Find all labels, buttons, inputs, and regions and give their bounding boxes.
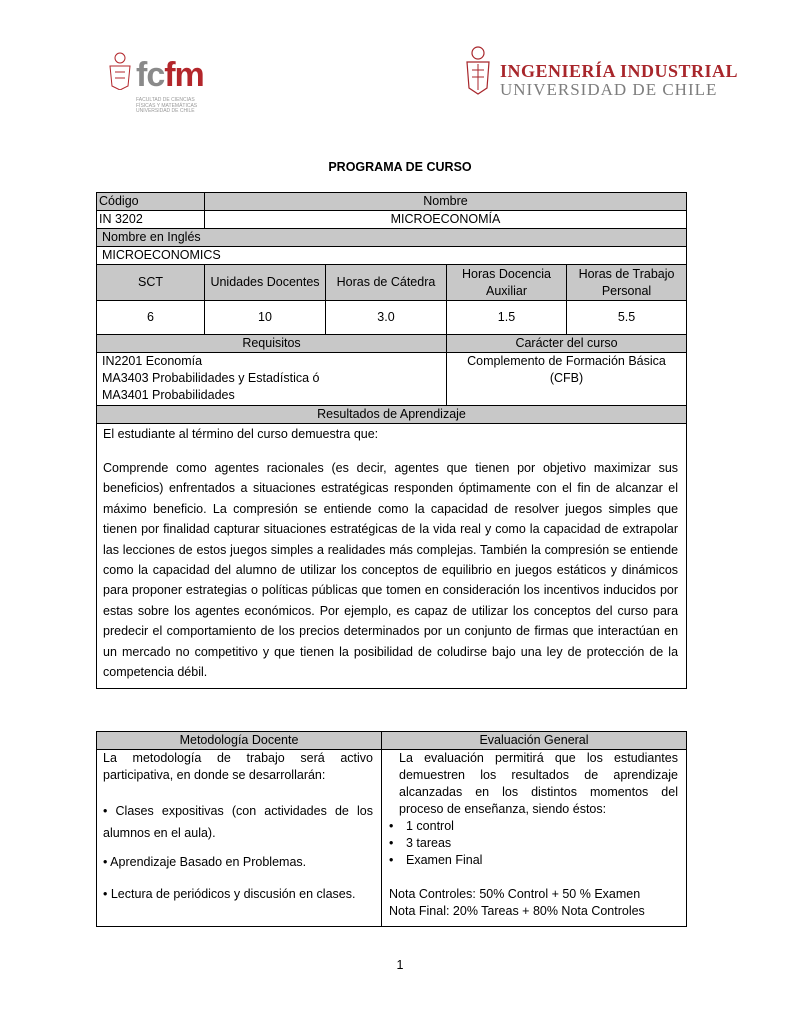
units-value-personal: 5.5 bbox=[567, 301, 687, 335]
units-header-docentes: Unidades Docentes bbox=[205, 265, 326, 301]
method-content bbox=[97, 750, 382, 927]
methodology-table bbox=[96, 731, 687, 927]
course-table bbox=[96, 192, 687, 689]
requirements-label: Requisitos bbox=[97, 335, 447, 353]
page-number: 1 bbox=[396, 958, 404, 972]
method-item: • Clases expositivas (con actividades de los alumnos en el aula). bbox=[103, 804, 373, 840]
evaluation-item: • 1 control bbox=[389, 818, 678, 835]
units-header-catedra: Horas de Cátedra bbox=[326, 265, 447, 301]
units-header-auxiliar: Horas Docencia Auxiliar bbox=[447, 265, 567, 301]
english-name-label: Nombre en Inglés bbox=[97, 229, 687, 247]
requirement-item: MA3401 Probabilidades bbox=[102, 388, 235, 402]
units-value-auxiliar: 1.5 bbox=[447, 301, 567, 335]
code-label: Código bbox=[97, 193, 205, 211]
learning-results bbox=[97, 424, 687, 689]
logo-line-1: INGENIERÍA INDUSTRIAL bbox=[500, 61, 739, 81]
evaluation-content bbox=[382, 750, 687, 927]
units-header-personal: Horas de Trabajo Personal bbox=[567, 265, 687, 301]
name-label: Nombre bbox=[205, 193, 687, 211]
results-body: Comprende como agentes racionales (es decir, agentes que tienen por objetivo maximizar sus beneficios) enfrentados a situaciones estratégicas responden óptimamente con el fin de alcanzar el máximo beneficio. La compresión se entiende como la capacidad de resolver juegos simples que tienen por finalidad capturar situaciones estratégicas de la vida real y como la capacidad de extrapolar las lecciones de estos juegos simples a realidades más complejas. También la compresión se entiende como la capacidad del alumno de utilizar los conceptos de equilibrio en juegos estáticos y dinámicos para proponer estrategias o políticas públicas que tomen en consideración los incentivos inducidos por estas sobre los agentes económicos. Por ejemplo, es capaz de utilizar los conceptos del curso para predecir el comportamiento de los precios determinados por un conjunto de firmas que interactúan en un mercado no competitivo y que tienen la posibilidad de coludirse bajo una ley de protección de la competencia débil. bbox=[103, 461, 679, 680]
character-label: Carácter del curso bbox=[447, 335, 687, 353]
english-name: MICROECONOMICS bbox=[97, 247, 687, 265]
method-item: • Aprendizaje Basado en Problemas. bbox=[103, 855, 307, 869]
evaluation-intro: La evaluación permitirá que los estudiantes demuestren los resultados de aprendizaje alcanzadas en los distintos momentos del proceso de enseñanza, siendo éstos: bbox=[399, 751, 678, 816]
results-label: Resultados de Aprendizaje bbox=[97, 406, 687, 424]
evaluation-list bbox=[389, 818, 678, 869]
requirements-list bbox=[97, 353, 447, 406]
evaluation-note-1: Nota Controles: 50% Control + 50 % Examen bbox=[389, 887, 641, 901]
fcfm-logo-subtitle: FACULTAD DE CIENCIAS FÍSICAS Y MATEMÁTICAS UNIVERSIDAD DE CHILE bbox=[136, 97, 198, 114]
requirement-item: MA3403 Probabilidades y Estadística ó bbox=[102, 371, 320, 385]
units-value-catedra: 3.0 bbox=[326, 301, 447, 335]
evaluation-label: Evaluación General bbox=[382, 732, 687, 750]
units-value-sct: 6 bbox=[97, 301, 205, 335]
requirement-item: IN2201 Economía bbox=[102, 354, 203, 368]
university-seal-icon bbox=[106, 50, 136, 90]
fcfm-logo: fcfm FACULTAD DE CIENCIAS FÍSICAS Y MATEMÁTICAS UNIVERSIDAD DE CHILE bbox=[106, 44, 206, 116]
course-code: IN 3202 bbox=[97, 211, 205, 229]
results-intro: El estudiante al término del curso demuestra que: bbox=[103, 427, 379, 441]
evaluation-item: • Examen Final bbox=[389, 852, 678, 869]
method-label: Metodología Docente bbox=[97, 732, 382, 750]
document-title: PROGRAMA DE CURSO bbox=[328, 160, 472, 174]
course-character: Complemento de Formación Básica (CFB) bbox=[447, 353, 687, 406]
evaluation-item: • 3 tareas bbox=[389, 835, 678, 852]
units-value-docentes: 10 bbox=[205, 301, 326, 335]
method-item: • Lectura de periódicos y discusión en clases. bbox=[103, 887, 356, 901]
evaluation-note-2: Nota Final: 20% Tareas + 80% Nota Controles bbox=[389, 904, 645, 918]
ingenieria-industrial-logo bbox=[462, 44, 739, 99]
logo-line-2: UNIVERSIDAD DE CHILE bbox=[500, 80, 718, 99]
course-name: MICROECONOMÍA bbox=[205, 211, 687, 229]
units-header-sct: SCT bbox=[97, 265, 205, 301]
method-intro: La metodología de trabajo será activo participativa, en donde se desarrollarán: bbox=[103, 751, 373, 782]
university-seal-icon bbox=[464, 44, 494, 96]
